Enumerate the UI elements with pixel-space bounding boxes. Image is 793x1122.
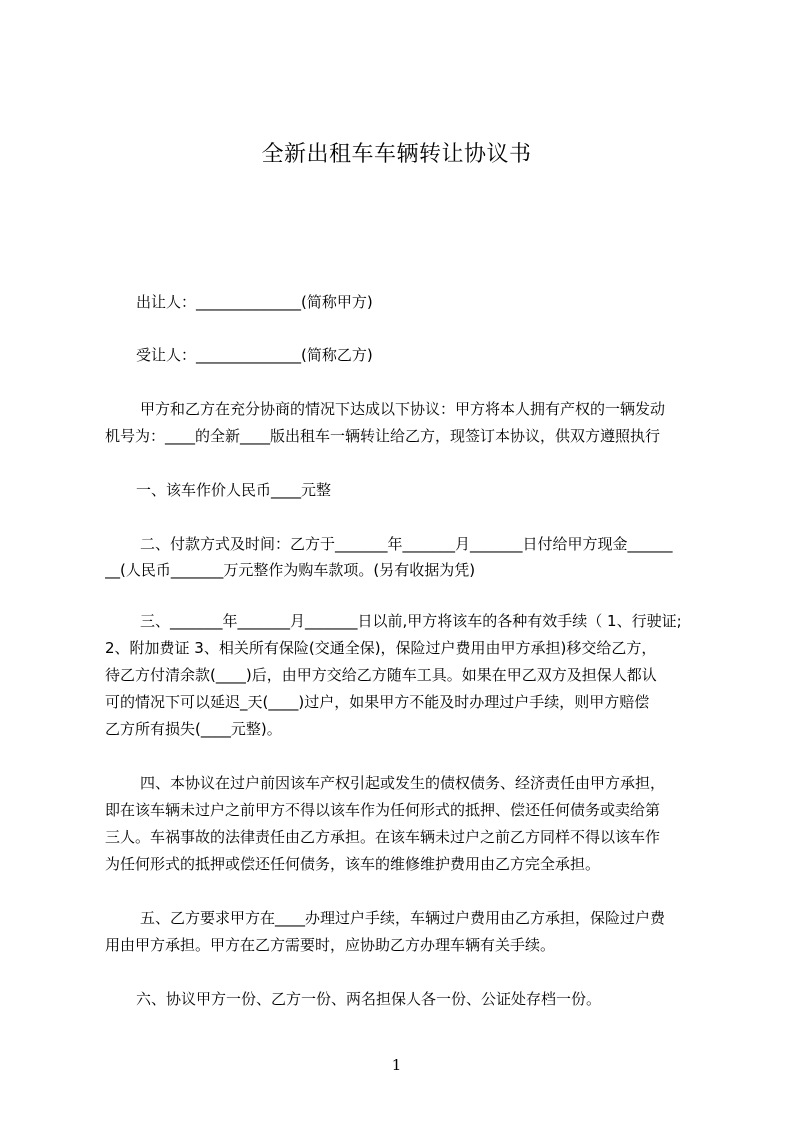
intro-line: 机号为：____的全新____版出租车一辆转让给乙方，现签订本协议，供双方遵照执行 [105,427,661,445]
transferor-line: 出让人：______________(简称甲方) [136,293,373,311]
clause-4-line: 为任何形式的抵押或偿还任何债务，该车的维修维护费用由乙方完全承担。 [105,855,601,873]
intro-line: 甲方和乙方在充分协商的情况下达成以下协议：甲方将本人拥有产权的一辆发动 [140,400,666,418]
clause-4-line: 三人。车祸事故的法律责任由乙方承担。在该车辆未过户之前乙方同样不得以该车作 [105,828,661,846]
clause-5-line: 五、乙方要求甲方在____办理过户手续，车辆过户费用由乙方承担，保险过户费 [140,909,666,927]
clause-4-line: 即在该车辆未过户之前甲方不得以该车作为任何形式的抵押、偿还任何债务或卖给第 [105,801,661,819]
transferee-line: 受让人：______________(简称乙方) [136,346,373,364]
clause-2-line: 二、付款方式及时间：乙方于_______年_______月_______日付给甲方现金______ [140,535,673,553]
clause-3-line: 乙方所有损失(____元整)。 [105,720,282,738]
clause-3-line: 2、附加费证 3、相关所有保险(交通全保)，保险过户费用由甲方承担)移交给乙方， [105,639,657,657]
clause-1-line: 一、该车作价人民币____元整 [136,481,332,499]
page-title: 全新出租车车辆转让协议书 [261,142,532,167]
clause-3-line: 可的情况下可以延迟_天(____)过户，如果甲方不能及时办理过户手续，则甲方赔偿 [105,693,650,711]
clause-3-line: 三、_______年_______月_______日以前,甲方将该车的各种有效手续（ 1、行驶证; [140,612,682,630]
clause-3-line: 待乙方付清余款(____)后，由甲方交给乙方随车工具。如果在甲乙双方及担保人都认 [105,666,657,684]
clause-6-line: 六、协议甲方一份、乙方一份、两名担保人各一份、公证处存档一份。 [136,990,602,1008]
clause-2-line: __(人民币_______万元整作为购车款项。(另有收据为凭) [105,561,476,579]
page-number: 1 [391,1056,402,1074]
clause-5-line: 用由甲方承担。甲方在乙方需要时，应协助乙方办理车辆有关手续。 [105,936,556,954]
clause-4-line: 四、本协议在过户前因该车产权引起或发生的债权债务、经济责任由甲方承担， [140,774,666,792]
